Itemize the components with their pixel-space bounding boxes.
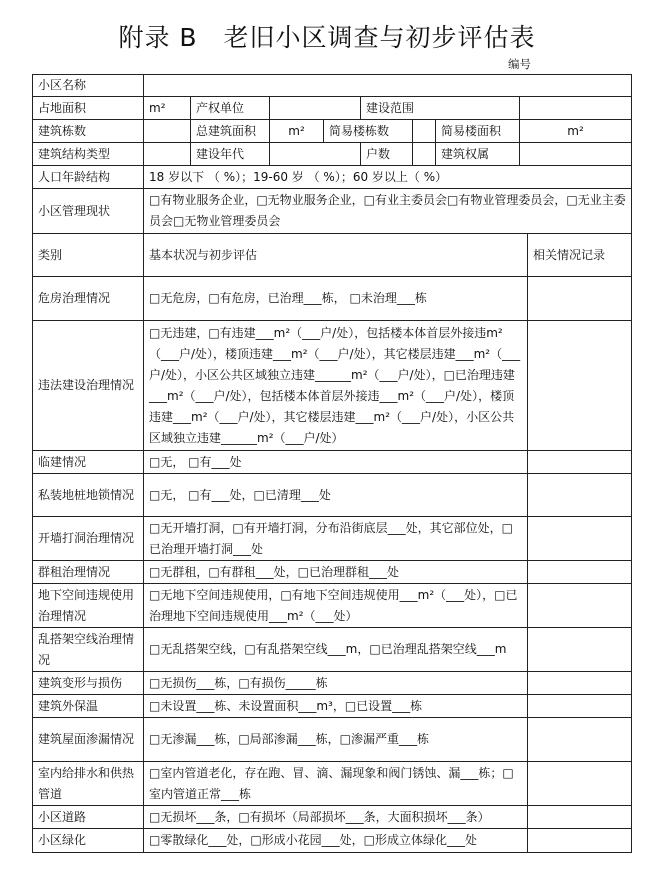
unit-total-area: m² [270,120,324,143]
category-label: 小区道路 [33,806,144,829]
notes-cell[interactable] [528,762,632,806]
value-management[interactable]: □有物业服务企业，□无物业服务企业，□有业主委员会□有物业管理委员会，□无业主委员会□无物业管理委员会 [144,189,632,234]
row-temporary-buildings [33,451,632,474]
status-value[interactable]: □无渗漏___栋，□局部渗漏___栋，□渗漏严重___栋 [144,718,528,762]
row-roads [33,806,632,829]
row-roof-leakage [33,718,632,762]
input-name[interactable] [144,75,632,97]
header-category: 类别 [33,234,144,277]
category-label: 临建情况 [33,451,144,474]
input-owner[interactable] [270,97,361,120]
notes-cell[interactable] [528,474,632,517]
row-greening [33,829,632,853]
notes-cell[interactable] [528,321,632,451]
row-name [33,75,632,97]
status-value[interactable]: □无危房，□有危房，已治理___栋， □未治理___栋 [144,277,528,321]
notes-cell[interactable] [528,561,632,584]
input-households[interactable] [413,143,436,166]
label-rights: 建筑权属 [436,143,520,166]
status-value[interactable]: □无群租，□有群租___处，□已治理群租___处 [144,561,528,584]
row-structure [33,143,632,166]
label-management: 小区管理现状 [33,189,144,234]
category-label: 群租治理情况 [33,561,144,584]
status-value[interactable]: □室内管道老化，存在跑、冒、滴、漏现象和阀门锈蚀、漏___栋；□室内管道正常___栋 [144,762,528,806]
serial-number-label: 编号 [508,57,531,71]
notes-cell[interactable] [528,277,632,321]
status-value[interactable]: □无违建，□有违建___m²（___户/处），包括楼本体首层外接违m²（___户/处），楼顶违建___m²（___户/处），其它楼层违建___m²（___户/处），小区公共区域独立违建______m²（___户/处），□已治理违建___m²（___户/处），包括楼本体首层外接违___m²（___户/处），楼顶违建___m²（___户/处），其它楼层违建___m²（___户/处），小区公共区域独立违建______m²（___户/处） [144,321,528,451]
label-simple-area: 简易楼面积 [436,120,520,143]
row-dangerous-housing [33,277,632,321]
status-value[interactable]: □零散绿化___处，□形成小花园___处，□形成立体绿化___处 [144,829,528,853]
row-overhead-wires [33,628,632,672]
row-illegal-construction [33,321,632,451]
category-label: 乱搭架空线治理情况 [33,628,144,672]
category-label: 地下空间违规使用治理情况 [33,584,144,628]
input-year[interactable] [270,143,361,166]
category-label: 危房治理情况 [33,277,144,321]
category-label: 私装地桩地锁情况 [33,474,144,517]
status-value[interactable]: □无乱搭架空线，□有乱搭架空线___m，□已治理乱搭架空线___m [144,628,528,672]
header-status: 基本状况与初步评估 [144,234,528,277]
page-title: 附录 B 老旧小区调查与初步评估表 [118,23,536,52]
notes-cell[interactable] [528,829,632,853]
label-households: 户数 [361,143,413,166]
row-parking-locks [33,474,632,517]
row-external-insulation [33,695,632,718]
input-simple-count[interactable] [413,120,436,143]
row-management [33,189,632,234]
status-value[interactable]: □未设置___栋、未设置面积___m³，□已设置___栋 [144,695,528,718]
notes-cell[interactable] [528,718,632,762]
row-underground-space [33,584,632,628]
category-label: 室内给排水和供热管道 [33,762,144,806]
input-rights[interactable] [520,143,632,166]
row-area [33,97,632,120]
category-label: 建筑外保温 [33,695,144,718]
category-label: 小区绿化 [33,829,144,853]
notes-cell[interactable] [528,451,632,474]
category-label: 违法建设治理情况 [33,321,144,451]
input-scope[interactable] [520,97,632,120]
status-value[interactable]: □无， □有___处 [144,451,528,474]
label-year: 建设年代 [191,143,270,166]
notes-cell[interactable] [528,628,632,672]
label-total-area: 总建筑面积 [191,120,270,143]
category-label: 开墙打洞治理情况 [33,517,144,561]
label-structure: 建筑结构类型 [33,143,144,166]
category-label: 建筑屋面渗漏情况 [33,718,144,762]
notes-cell[interactable] [528,584,632,628]
survey-form-table [32,74,632,853]
label-simple-count: 简易楼栋数 [324,120,413,143]
notes-cell[interactable] [528,695,632,718]
unit-area: m² [144,97,191,120]
status-value[interactable]: □无损坏___条，□有损坏（局部损坏___条，大面积损坏___条） [144,806,528,829]
row-section-header [33,234,632,277]
status-value[interactable]: □无损伤___栋，□有损伤_____栋 [144,672,528,695]
row-buildings [33,120,632,143]
row-indoor-pipes [33,762,632,806]
row-building-deformation [33,672,632,695]
status-value[interactable]: □无地下空间违规使用，□有地下空间违规使用___m²（___处），□已治理地下空间违规使用___m²（___处） [144,584,528,628]
category-label: 建筑变形与损伤 [33,672,144,695]
label-bldg-count: 建筑栋数 [33,120,144,143]
value-age[interactable]: 18 岁以下 （ %）；19-60 岁 （ %）；60 岁以上（ %） [144,166,632,189]
row-age [33,166,632,189]
label-area: 占地面积 [33,97,144,120]
row-wall-openings [33,517,632,561]
label-scope: 建设范围 [361,97,520,120]
notes-cell[interactable] [528,517,632,561]
label-owner: 产权单位 [191,97,270,120]
status-value[interactable]: □无开墙打洞，□有开墙打洞，分布沿街底层___处，其它部位处，□已治理开墙打洞___处 [144,517,528,561]
label-name: 小区名称 [33,75,144,97]
input-bldg-count[interactable] [144,120,191,143]
row-group-rental [33,561,632,584]
label-age: 人口年龄结构 [33,166,144,189]
status-value[interactable]: □无， □有___处，□已清理___处 [144,474,528,517]
input-structure[interactable] [144,143,191,166]
notes-cell[interactable] [528,672,632,695]
unit-simple-area: m² [520,120,632,143]
notes-cell[interactable] [528,806,632,829]
header-notes: 相关情况记录 [528,234,632,277]
